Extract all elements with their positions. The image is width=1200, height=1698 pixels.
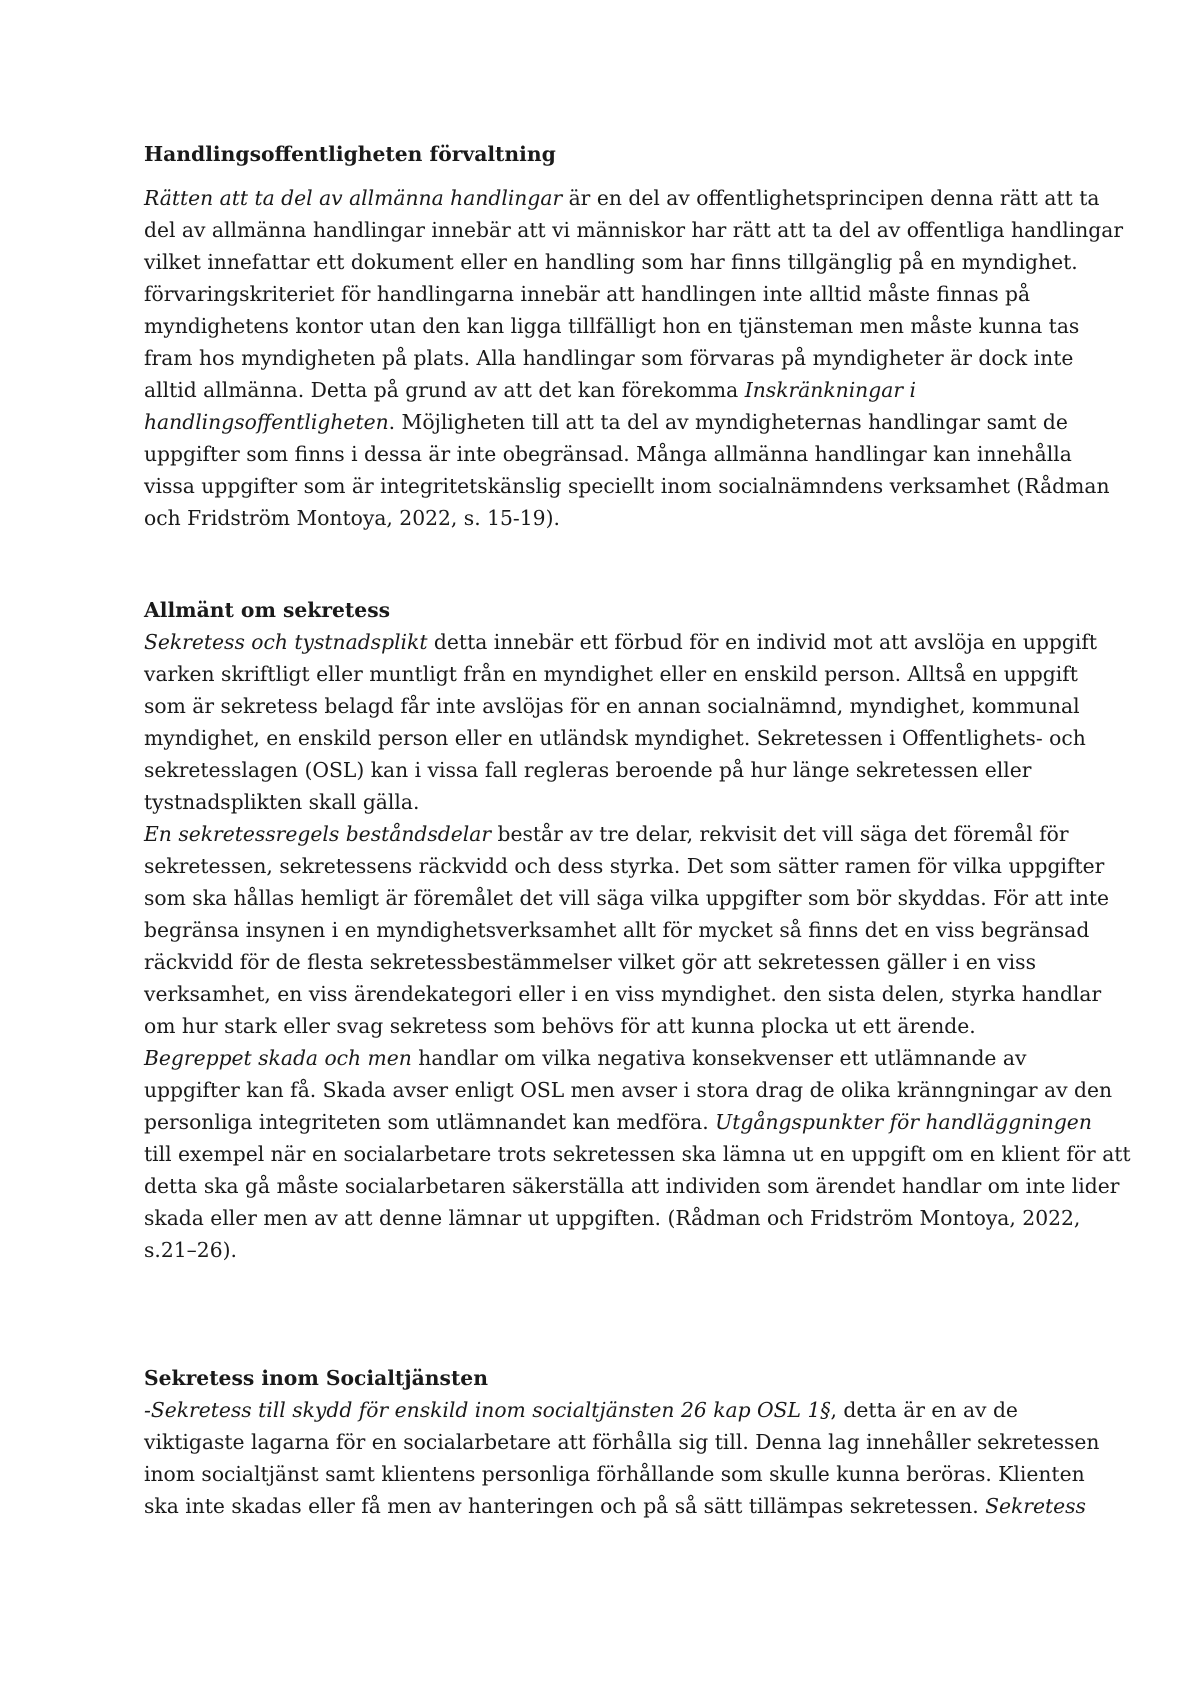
text-run: inom socialtjänst samt klientens personliga förhållande som skulle kunna beröras. Klienten [144, 1462, 1085, 1486]
text-run: del av allmänna handlingar innebär att vi människor har rätt att ta del av offentliga handlingar [144, 218, 1124, 242]
body-text-line [144, 246, 1078, 278]
document-body [144, 138, 1131, 1522]
italic-term: handlingsoffentligheten [144, 410, 389, 434]
text-run: personliga integriteten som utlämnandet kan medföra. [144, 1110, 716, 1134]
section-heading: Handlingsoffentligheten förvaltning [144, 142, 556, 166]
body-text-line [144, 658, 1078, 690]
body-text-line [144, 978, 1102, 1010]
italic-term: -Sekretess till skydd för enskild inom socialtjänsten 26 kap OSL 1§ [144, 1398, 831, 1422]
body-text-line [144, 818, 1069, 850]
italic-term: En sekretessregels beståndsdelar [144, 822, 492, 846]
body-text-line [144, 214, 1124, 246]
text-run: . Möjligheten till att ta del av myndigheternas handlingar samt de [388, 410, 1068, 434]
text-run: myndighet, en enskild person eller en utländsk myndighet. Sekretessen i Offentlighets- och [144, 726, 1086, 750]
text-run: ska inte skadas eller få men av hanteringen och på så sätt tillämpas sekretessen. [144, 1494, 986, 1518]
text-run: varken skriftligt eller muntligt från en myndighet eller en enskild person. Alltså en uppgift [144, 662, 1078, 686]
body-text-line [144, 1490, 1086, 1522]
text-run: och Fridström Montoya, 2022, s. 15-19). [144, 506, 560, 530]
body-text-line [144, 1010, 1064, 1042]
text-run: skada eller men av att denne lämnar ut uppgiften. (Rådman och Fridström Montoya, 2022, [144, 1206, 1081, 1230]
text-run: räckvidd för de flesta sekretessbestämmelser vilket gör att sekretessen gäller i en viss [144, 950, 1036, 974]
body-text-line [144, 1106, 1092, 1138]
section-heading: Sekretess inom Socialtjänsten [144, 1366, 488, 1390]
body-text-line [144, 850, 1105, 882]
body-text-line [144, 342, 1074, 374]
body-text-line [144, 1426, 1100, 1458]
body-text-line [144, 438, 1072, 470]
text-run: sekretessen, sekretessens räckvidd och dess styrka. Det som sätter ramen för vilka uppgifter [144, 854, 1105, 878]
body-text-line [144, 406, 1068, 438]
body-text-line [144, 1170, 1120, 1202]
body-text-line [144, 914, 1090, 946]
body-text-line [144, 374, 1064, 406]
body-text-line [144, 1234, 1064, 1266]
body-text-line [144, 182, 1100, 214]
text-run: som ska hållas hemligt är föremålet det vill säga vilka uppgifter som bör skyddas. För att inte [144, 886, 1110, 910]
body-text-line [144, 882, 1110, 914]
text-run: vilket innefattar ett dokument eller en handling som har finns tillgänglig på en myndighet. [144, 250, 1078, 274]
text-run: förvaringskriteriet för handlingarna innebär att handlingen inte alltid måste finnas på [144, 282, 1031, 306]
body-text-line [144, 1138, 1131, 1170]
text-run: uppgifter kan få. Skada avser enligt OSL men avser i stora drag de olika kränngningar av den [144, 1078, 1113, 1102]
text-run: uppgifter som finns i dessa är inte obegränsad. Många allmänna handlingar kan innehålla [144, 442, 1072, 466]
text-run: verksamhet, en viss ärendekategori eller i en viss myndighet. den sista delen, styrka handlar [144, 982, 1102, 1006]
body-text-line [144, 722, 1086, 754]
body-text-line [144, 502, 1064, 534]
text-run: detta innebär ett förbud för en individ mot att avslöja en uppgift [427, 630, 1098, 654]
text-run: består av tre delar, rekvisit det vill säga det föremål för [491, 822, 1069, 846]
body-text-line [144, 470, 1110, 502]
text-run: tystnadsplikten skall gälla. [144, 790, 420, 814]
italic-term: Utgångspunkter för handläggningen [715, 1110, 1092, 1134]
text-run: om hur stark eller svag sekretess som behövs för att kunna plocka ut ett ärende. [144, 1014, 976, 1038]
body-text-line [144, 1042, 1064, 1074]
text-run: sekretesslagen (OSL) kan i vissa fall regleras beroende på hur länge sekretessen eller [144, 758, 1032, 782]
body-text-line [144, 626, 1098, 658]
italic-term: Sekretess och tystnadsplikt [144, 630, 428, 654]
body-text-line [144, 1074, 1113, 1106]
text-run: alltid allmänna. Detta på grund av att det kan förekomma [144, 378, 745, 402]
body-text-line [144, 754, 1064, 786]
text-run: detta ska gå måste socialarbetaren säkerställa att individen som ärendet handlar om inte lider [144, 1174, 1120, 1198]
text-run: som är sekretess belagd får inte avslöjas för en annan socialnämnd, myndighet, kommunal [144, 694, 1080, 718]
text-run: s.21–26). [144, 1238, 237, 1262]
body-text-line [144, 310, 1080, 342]
body-text-line [144, 278, 1064, 310]
italic-term: Inskränkningar i [744, 378, 916, 402]
text-run: handlar om vilka negativa konsekvenser ett utlämnande av [411, 1046, 1027, 1070]
text-run: fram hos myndigheten på plats. Alla handlingar som förvaras på myndigheter är dock inte [144, 346, 1074, 370]
body-text-line [144, 1202, 1081, 1234]
body-text-line [144, 690, 1080, 722]
text-run: vissa uppgifter som är integritetskänslig speciellt inom socialnämndens verksamhet (Rådman [144, 474, 1110, 498]
body-text-line [144, 1394, 1064, 1426]
text-run: , detta är en av de [830, 1398, 1018, 1422]
text-run: myndighetens kontor utan den kan ligga tillfälligt hon en tjänsteman men måste kunna tas [144, 314, 1080, 338]
italic-term: Sekretess [985, 1494, 1086, 1518]
body-text-line [144, 786, 1064, 818]
italic-term: Rätten att ta del av allmänna handlingar [144, 186, 563, 210]
section-heading: Allmänt om sekretess [144, 598, 391, 622]
text-run: till exempel när en socialarbetare trots sekretessen ska lämna ut en uppgift om en klient för att [144, 1142, 1131, 1166]
text-run: begränsa insynen i en myndighetsverksamhet allt för mycket så finns det en viss begränsad [144, 918, 1090, 942]
text-run: viktigaste lagarna för en socialarbetare att förhålla sig till. Denna lag innehåller sekretessen [144, 1430, 1100, 1454]
body-text-line [144, 1458, 1085, 1490]
text-run: är en del av offentlighetsprincipen denna rätt att ta [562, 186, 1100, 210]
body-text-line [144, 946, 1064, 978]
italic-term: Begreppet skada och men [144, 1046, 412, 1070]
